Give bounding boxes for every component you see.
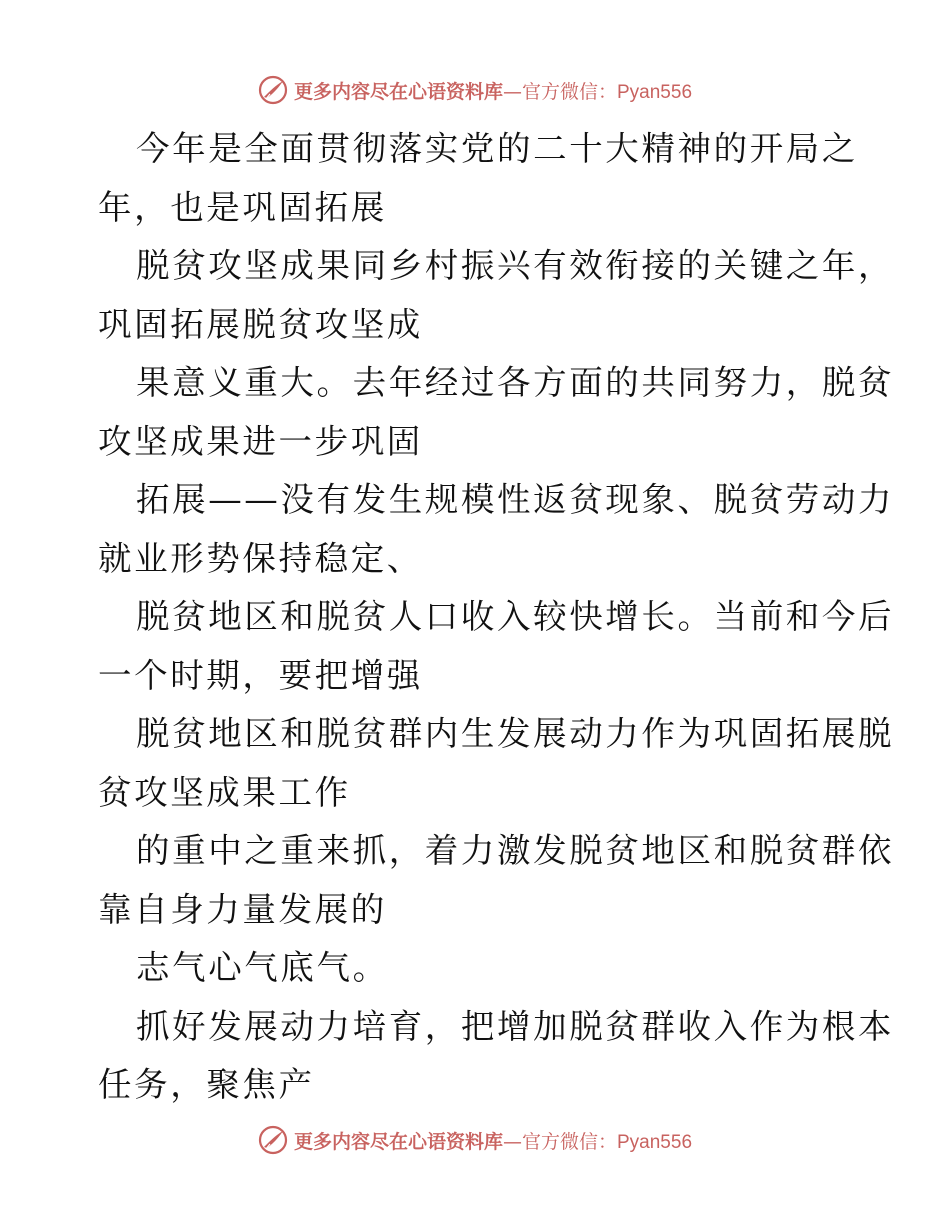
watermark-wechat-id: Pyan556 [617, 81, 693, 103]
watermark-main-text: 更多内容尽在心语资料库 [293, 1130, 503, 1153]
text-line: 脱贫地区和脱贫群内生发展动力作为巩固拓展脱 [136, 714, 895, 753]
watermark-text [294, 1127, 692, 1154]
quill-circle-icon [258, 75, 288, 105]
text-line: 一个时期，要把增强 [98, 655, 423, 695]
watermark-wechat-id: Pyan556 [617, 1131, 693, 1153]
text-line: 果意义重大。去年经过各方面的共同努力，脱贫 [136, 363, 895, 402]
text-line: 巩固拓展脱贫攻坚成 [98, 304, 423, 344]
text-line: 贫攻坚成果工作 [98, 772, 351, 812]
footer-watermark-banner [0, 1120, 950, 1160]
text-line: 抓好发展动力培育，把增加脱贫群收入作为根本 [136, 1006, 895, 1046]
text-line: 脱贫地区和脱贫人口收入较快增长。当前和今后 [136, 597, 895, 636]
document-body [98, 120, 895, 1115]
watermark-wechat-label: 官方微信： [521, 1130, 617, 1153]
watermark-text [294, 77, 692, 104]
watermark-separator: — [502, 80, 522, 103]
text-line: 年，也是巩固拓展 [98, 187, 387, 227]
text-line: 今年是全面贯彻落实党的二十大精神的开局之 [136, 129, 858, 168]
text-line: 脱贫攻坚成果同乡村振兴有效衔接的关键之年， [136, 246, 895, 285]
text-line: 志气心气底气。 [136, 948, 389, 987]
text-line: 攻坚成果进一步巩固 [98, 421, 423, 461]
watermark-wechat-label: 官方微信： [521, 80, 617, 103]
quill-circle-icon [258, 1125, 288, 1155]
text-line: 就业形势保持稳定、 [98, 538, 423, 578]
text-line: 拓展——没有发生规模性返贫现象、脱贫劳动力 [136, 480, 895, 519]
text-line: 靠自身力量发展的 [98, 889, 387, 929]
watermark-separator: — [502, 1130, 522, 1153]
text-line: 任务，聚焦产 [98, 1065, 315, 1104]
watermark-main-text: 更多内容尽在心语资料库 [293, 80, 503, 103]
header-watermark-banner [0, 70, 950, 110]
text-line: 的重中之重来抓，着力激发脱贫地区和脱贫群依 [136, 831, 895, 870]
